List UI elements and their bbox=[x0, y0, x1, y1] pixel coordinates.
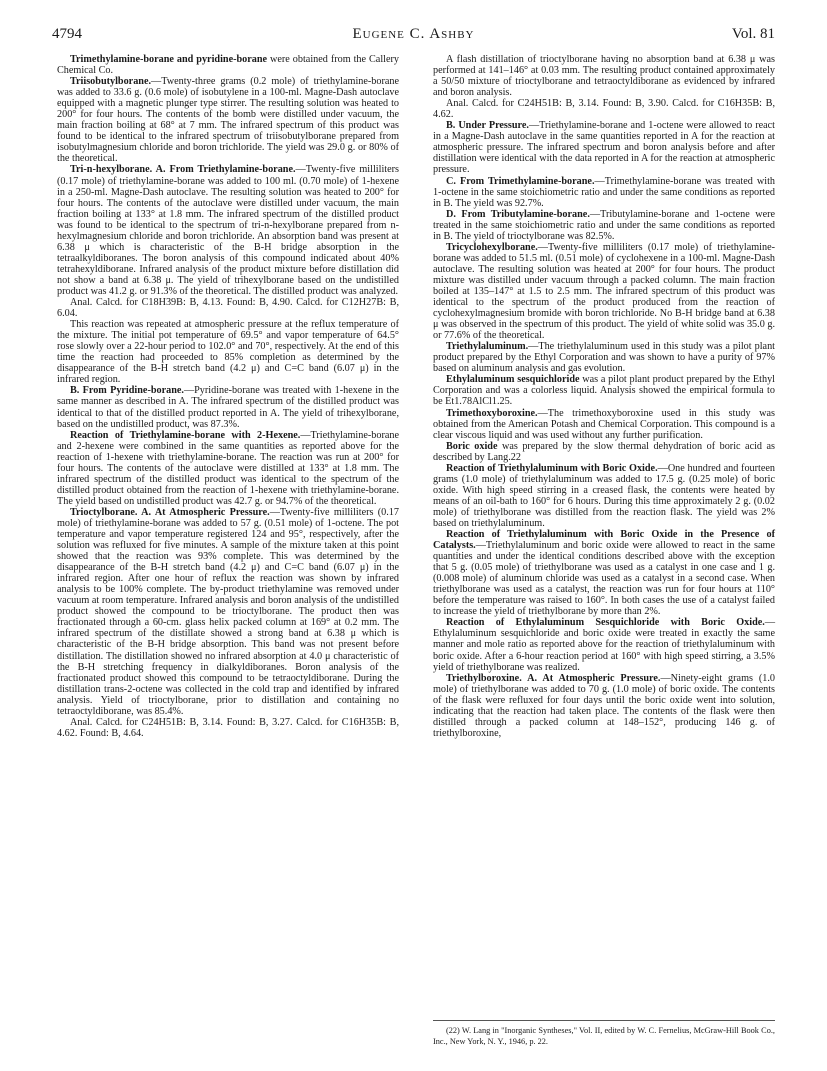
paragraph bbox=[433, 441, 775, 463]
paragraph-text: —Ethylaluminum sesquichloride and boric oxide were treated in exactly the same manner and mole ratio as reported above for the reaction of triethylaluminum with boric oxide. After a 6-hour reaction period at 160° with high speed stirring, a 3.5% yield of triethylborane was realized. bbox=[433, 617, 775, 673]
paragraph bbox=[57, 297, 399, 319]
paragraph-text: —The triethylaluminum used in this study was a pilot plant product prepared by the Ethyl Corporation and was shown to have a purity of 97% based on aluminum analysis and gas evolution. bbox=[433, 341, 775, 375]
paragraph bbox=[57, 430, 399, 507]
paragraph-heading: D. From Tributylamine-borane. bbox=[446, 208, 590, 220]
paragraph bbox=[57, 507, 399, 717]
paragraph-text: —Triethylaluminum and boric oxide were allowed to react in the same quantities and under the identical conditions described above with the exception that 5 g. (0.05 mole) of triethylborane was used as a catalyst in one case and 1 g. (0.008 mole) of aluminum chloride was used as a catalyst in a second case. When triethylborane was used as a catalyst, the reaction was run for four hours at 110° before the temperature was raised to 160°. In both cases the use of a catalyst failed to increase the yield of triethylborane by more than 2%. bbox=[433, 540, 775, 618]
paragraph-heading: Trimethoxyboroxine. bbox=[446, 407, 538, 419]
paragraph-text: were obtained from the Callery Chemical Co. bbox=[57, 54, 399, 77]
paragraph bbox=[433, 176, 775, 209]
paragraph-text: Anal. Calcd. for C18H39B: B, 4.13. Found: B, 4.90. Calcd. for C12H27B: B, 6.04. bbox=[57, 297, 399, 320]
paragraph bbox=[433, 242, 775, 341]
paragraph-text: This reaction was repeated at atmospheric pressure at the reflux temperature of the mixture. The initial pot temperature of 69.5° and vapor temperature of 64.5° rose slowly over a 22-hour period to 102.0° and 70°, respectively. At the end of this time the reaction had proceeded to 85% completion as determined by the disappearance of the B-H stretch band (4.2 μ) and C=C band (6.07 μ) in the infrared region. bbox=[57, 319, 399, 386]
paragraph bbox=[433, 673, 775, 739]
paragraph-heading: Boric oxide bbox=[446, 440, 498, 452]
paragraph-heading: Triethylboroxine. A. At Atmospheric Pressure. bbox=[446, 672, 661, 684]
paragraph-text: was prepared by the slow thermal dehydration of boric acid as described by Lang.22 bbox=[433, 440, 775, 463]
paragraph bbox=[433, 529, 775, 617]
paragraph-heading: Tricyclohexylborane. bbox=[446, 241, 538, 253]
paragraph-heading: C. From Trimethylamine-borane. bbox=[446, 175, 595, 187]
paragraph-text: A flash distillation of trioctylborane having no absorption band at 6.38 μ was performed at 141–146° at 0.03 mm. The resulting product contained approximately a 50/50 mixture of trioctylborane and tetraoctyldiborane as evidenced by infrared and boron analysis. bbox=[433, 54, 775, 99]
paragraph-text: —Ninety-eight grams (1.0 mole) of triethylborane was added to 70 g. (1.0 mole) of boric oxide. The contents of the flask were refluxed for four days until the boric oxide went into solution, indicating that the reaction had taken place. The contents of the flask were then distilled through a packed column at 148–152°, producing 146 g. of triethylboroxine, bbox=[433, 672, 775, 739]
paragraph-text: —Triethylamine-borane and 1-octene were allowed to react in a Magne-Dash autoclave in the same quantities reported in A for the reaction at atmospheric pressure. The infrared spectrum and boron analysis before and after distillation were identical with the data reported in A for the reaction at atmospheric pressure. bbox=[433, 120, 775, 176]
paragraph-text: —Pyridine-borane was treated with 1-hexene in the same manner as described in A. The infrared spectrum of the distilled product was identical to that of the distilled product reported in A. The yield of trihexylborane, based on the undistilled product, was 87.3%. bbox=[57, 385, 399, 430]
paragraph-text: Anal. Calcd. for C24H51B: B, 3.14. Found: B, 3.27. Calcd. for C16H35B: B, 4.62. Found: B, 4.64. bbox=[57, 716, 399, 739]
paragraph bbox=[433, 341, 775, 374]
footnote bbox=[433, 1026, 775, 1047]
paragraph bbox=[433, 463, 775, 529]
paragraph-heading: Triethylaluminum. bbox=[446, 341, 529, 353]
paragraph-heading: B. From Pyridine-borane. bbox=[70, 385, 184, 397]
paragraph bbox=[57, 385, 399, 429]
paragraph-heading: Ethylaluminum sesquichloride bbox=[446, 374, 580, 386]
paragraph-text: —Trimethylamine-borane was treated with 1-octene in the same stoichiometric ratio and under the same conditions as reported in B. The yield was 92.7%. bbox=[433, 175, 775, 209]
paragraph-text: Anal. Calcd. for C24H51B: B, 3.14. Found: B, 3.90. Calcd. for C16H35B: B, 4.62. bbox=[433, 98, 775, 121]
paragraph-text: —Twenty-five milliliters (0.17 mole) of triethylamine-borane was added to 100 ml. (0.70 mole) of 1-hexene in a 250-ml. Magne-Dash autoclave. The resulting solution was heated to 200° for four hours. The contents of the autoclave were distilled under vacuum, the main fraction boiling at 133° at 1.8 mm. The infrared spectrum of the distilled product was found to be identical to the spectrum of tri-n-hexylborane prepared from n-hexylmagnesium chloride and boron trichloride. An absorption band was present at 6.38 μ which is characteristic of the B-H bridge absorption in the tetraalkyldiboranes. The boron analysis of this compound indicated about 40% tetrahexyldiborane. Infrared analysis of the product mixture before distillation did not show a band at 6.38 μ. The yield of trihexylborane based on the undistilled product was 41.2 g. or 91.3% of the theoretical. The distilled product was analyzed. bbox=[57, 164, 399, 297]
paragraph bbox=[57, 76, 399, 164]
paragraph-text: —Twenty-five milliliters (0.17 mole) of triethylamine-borane was added to 51.5 ml. (0.51 mole) of cyclohexene in a 100-ml. Magne-Dash autoclave. The resulting solution was heated at 200° for four hours. The product mixture was distilled under vacuum through a packed column. The main fraction boiled at 135–147° at 1.5 to 2.5 mm. The infrared spectrum of this product was identical to the spectrum of the product produced from the reaction of cyclohexylmagnesium bromide with boron trichloride. No B-H bridge band at 6.38 μ was observed in the spectrum of this product. The yield of white solid was 35.0 g. or 77.6% of the theoretical. bbox=[433, 241, 775, 342]
paragraph bbox=[57, 164, 399, 297]
paragraph bbox=[433, 209, 775, 242]
paragraph-text: was a pilot plant product prepared by the Ethyl Corporation and was a colorless liquid. Analysis showed the empirical formula to be Et1.78AlCl1.25. bbox=[433, 374, 775, 408]
right-column bbox=[433, 54, 775, 739]
paragraph bbox=[433, 54, 775, 98]
page-number: 4794 bbox=[52, 26, 82, 42]
paragraph-text: —Twenty-three grams (0.2 mole) of triethylamine-borane was added to 33.6 g. (0.6 mole) of isobutylene in a 100-ml. Magne-Dash autoclave equipped with a magnetic plunger type stirrer. The resulting solution was heated to 200° for four hours. The contents of the bomb were distilled under vacuum, the main fraction boiling at 68° at 7 mm. The infrared spectrum of this product was found to be identical to the infrared spectrum of triisobutylborane prepared from isobutylmagnesium chloride and boron trichloride. The yield was 29.0 g. or 80% of the theoretical. bbox=[57, 76, 399, 165]
paragraph bbox=[433, 98, 775, 120]
paragraph bbox=[57, 717, 399, 739]
paragraph-text: —One hundred and fourteen grams (1.0 mole) of triethylaluminum was added to 17.5 g. (0.25 mole) of boric oxide. With high speed stirring in a creased flask, the contents were heated by means of an oil-bath to 160° for 6 hours. During this time approximately 2 g. (0.02 mole) of triethylborane was distilled from the reaction flask. The yield was 2% based on triethylaluminum. bbox=[433, 462, 775, 529]
page-header bbox=[52, 26, 775, 46]
paragraph bbox=[57, 54, 399, 76]
paragraph bbox=[433, 408, 775, 441]
paragraph-heading: Triisobutylborane. bbox=[70, 76, 152, 88]
paragraph-heading: B. Under Pressure. bbox=[446, 120, 529, 132]
paragraph bbox=[433, 120, 775, 175]
paragraph-heading: Reaction of Triethylaluminum with Boric Oxide in the Presence of Catalysts. bbox=[433, 529, 775, 552]
volume-label: Vol. 81 bbox=[731, 26, 775, 42]
paragraph-text: —Tributylamine-borane and 1-octene were treated in the same stoichiometric ratio and under the same conditions as reported in B. The yield of trioctylborane was 82.5%. bbox=[433, 208, 776, 242]
paragraph-heading: Tri-n-hexylborane. A. From Triethylamine-borane. bbox=[70, 164, 296, 176]
footnote-rule bbox=[433, 1020, 775, 1021]
paragraph-heading: Trimethylamine-borane and pyridine-borane bbox=[70, 54, 268, 65]
paragraph-heading: Reaction of Triethylaluminum with Boric Oxide. bbox=[446, 462, 658, 474]
paragraph-text: —The trimethoxyboroxine used in this study was obtained from the American Potash and Chemical Corporation. This compound is a clear viscous liquid and was used without any further purification. bbox=[433, 407, 775, 441]
paragraph bbox=[57, 319, 399, 385]
paragraph bbox=[433, 617, 775, 672]
paragraph-text: —Twenty-five milliliters (0.17 mole) of triethylamine-borane was added to 57 g. (0.51 mole) of 1-octene. The pot temperature and vapor temperature registered 124 and 95°, respectively, after the solution was refluxed for five minutes. A sample of the mixture taken at this point showed that the reaction was 93% complete. This was determined by the disappearance of the B-H stretch band (4.2 μ) and C=C band (6.07 μ) in the infrared region. After one hour of reflux the reaction was shown by infrared analysis to be 100% complete. The by-product triethylamine was removed under vacuum at room temperature. Infrared analysis and boron analysis of the undistilled product showed the compound to be trioctylborane. The product then was fractionated through a 60-cm. glass helix packed column at 169° at 0.2 mm. The infrared spectrum of the distillate showed a strong band at 6.38 μ which is characteristic of the B-H bridge absorption. This band was not present before distillation. The distillation showed no infrared absorption at 4.0 μ characteristic of the B-H stretching frequency in dialkyldiboranes. Boron analysis of the fractionated product showed this compound to be tetraoctyldiborane. During the distillation trans-2-octene was collected in the cold trap and identified by infrared analysis. Yield of trioctylborane, prior to distillation and containing no tetraoctyldiborane, was 85.4%. bbox=[57, 506, 399, 717]
paragraph-heading: Reaction of Triethylamine-borane with 2-Hexene. bbox=[70, 429, 301, 441]
paragraph-text: —Triethylamine-borane and 2-hexene were combined in the same quantities as reported above for the reaction of 1-hexene with triethylamine-borane. The reaction was run at 200° for four hours. The contents of the autoclave were distilled at 133° at 1.8 mm. The infrared spectrum of the distilled product was identical to the spectrum of the distilled product obtained from the reaction of 1-hexene with triethylamine-borane. The yield based on undistilled product was 42.7 g. or 94.7% of the theoretical. bbox=[57, 429, 399, 507]
left-column bbox=[57, 54, 399, 739]
paragraph-heading: Reaction of Ethylaluminum Sesquichloride with Boric Oxide. bbox=[446, 617, 765, 629]
footnote-text: (22) W. Lang in "Inorganic Syntheses," Vol. II, edited by W. C. Fernelius, McGraw-Hill Book Co., Inc., New York, N. Y., 1946, p. 22. bbox=[433, 1026, 775, 1046]
paragraph bbox=[433, 374, 775, 407]
running-author: Eugene C. Ashby bbox=[352, 26, 475, 42]
paragraph-heading: Trioctylborane. A. At Atmospheric Pressure. bbox=[70, 506, 270, 518]
